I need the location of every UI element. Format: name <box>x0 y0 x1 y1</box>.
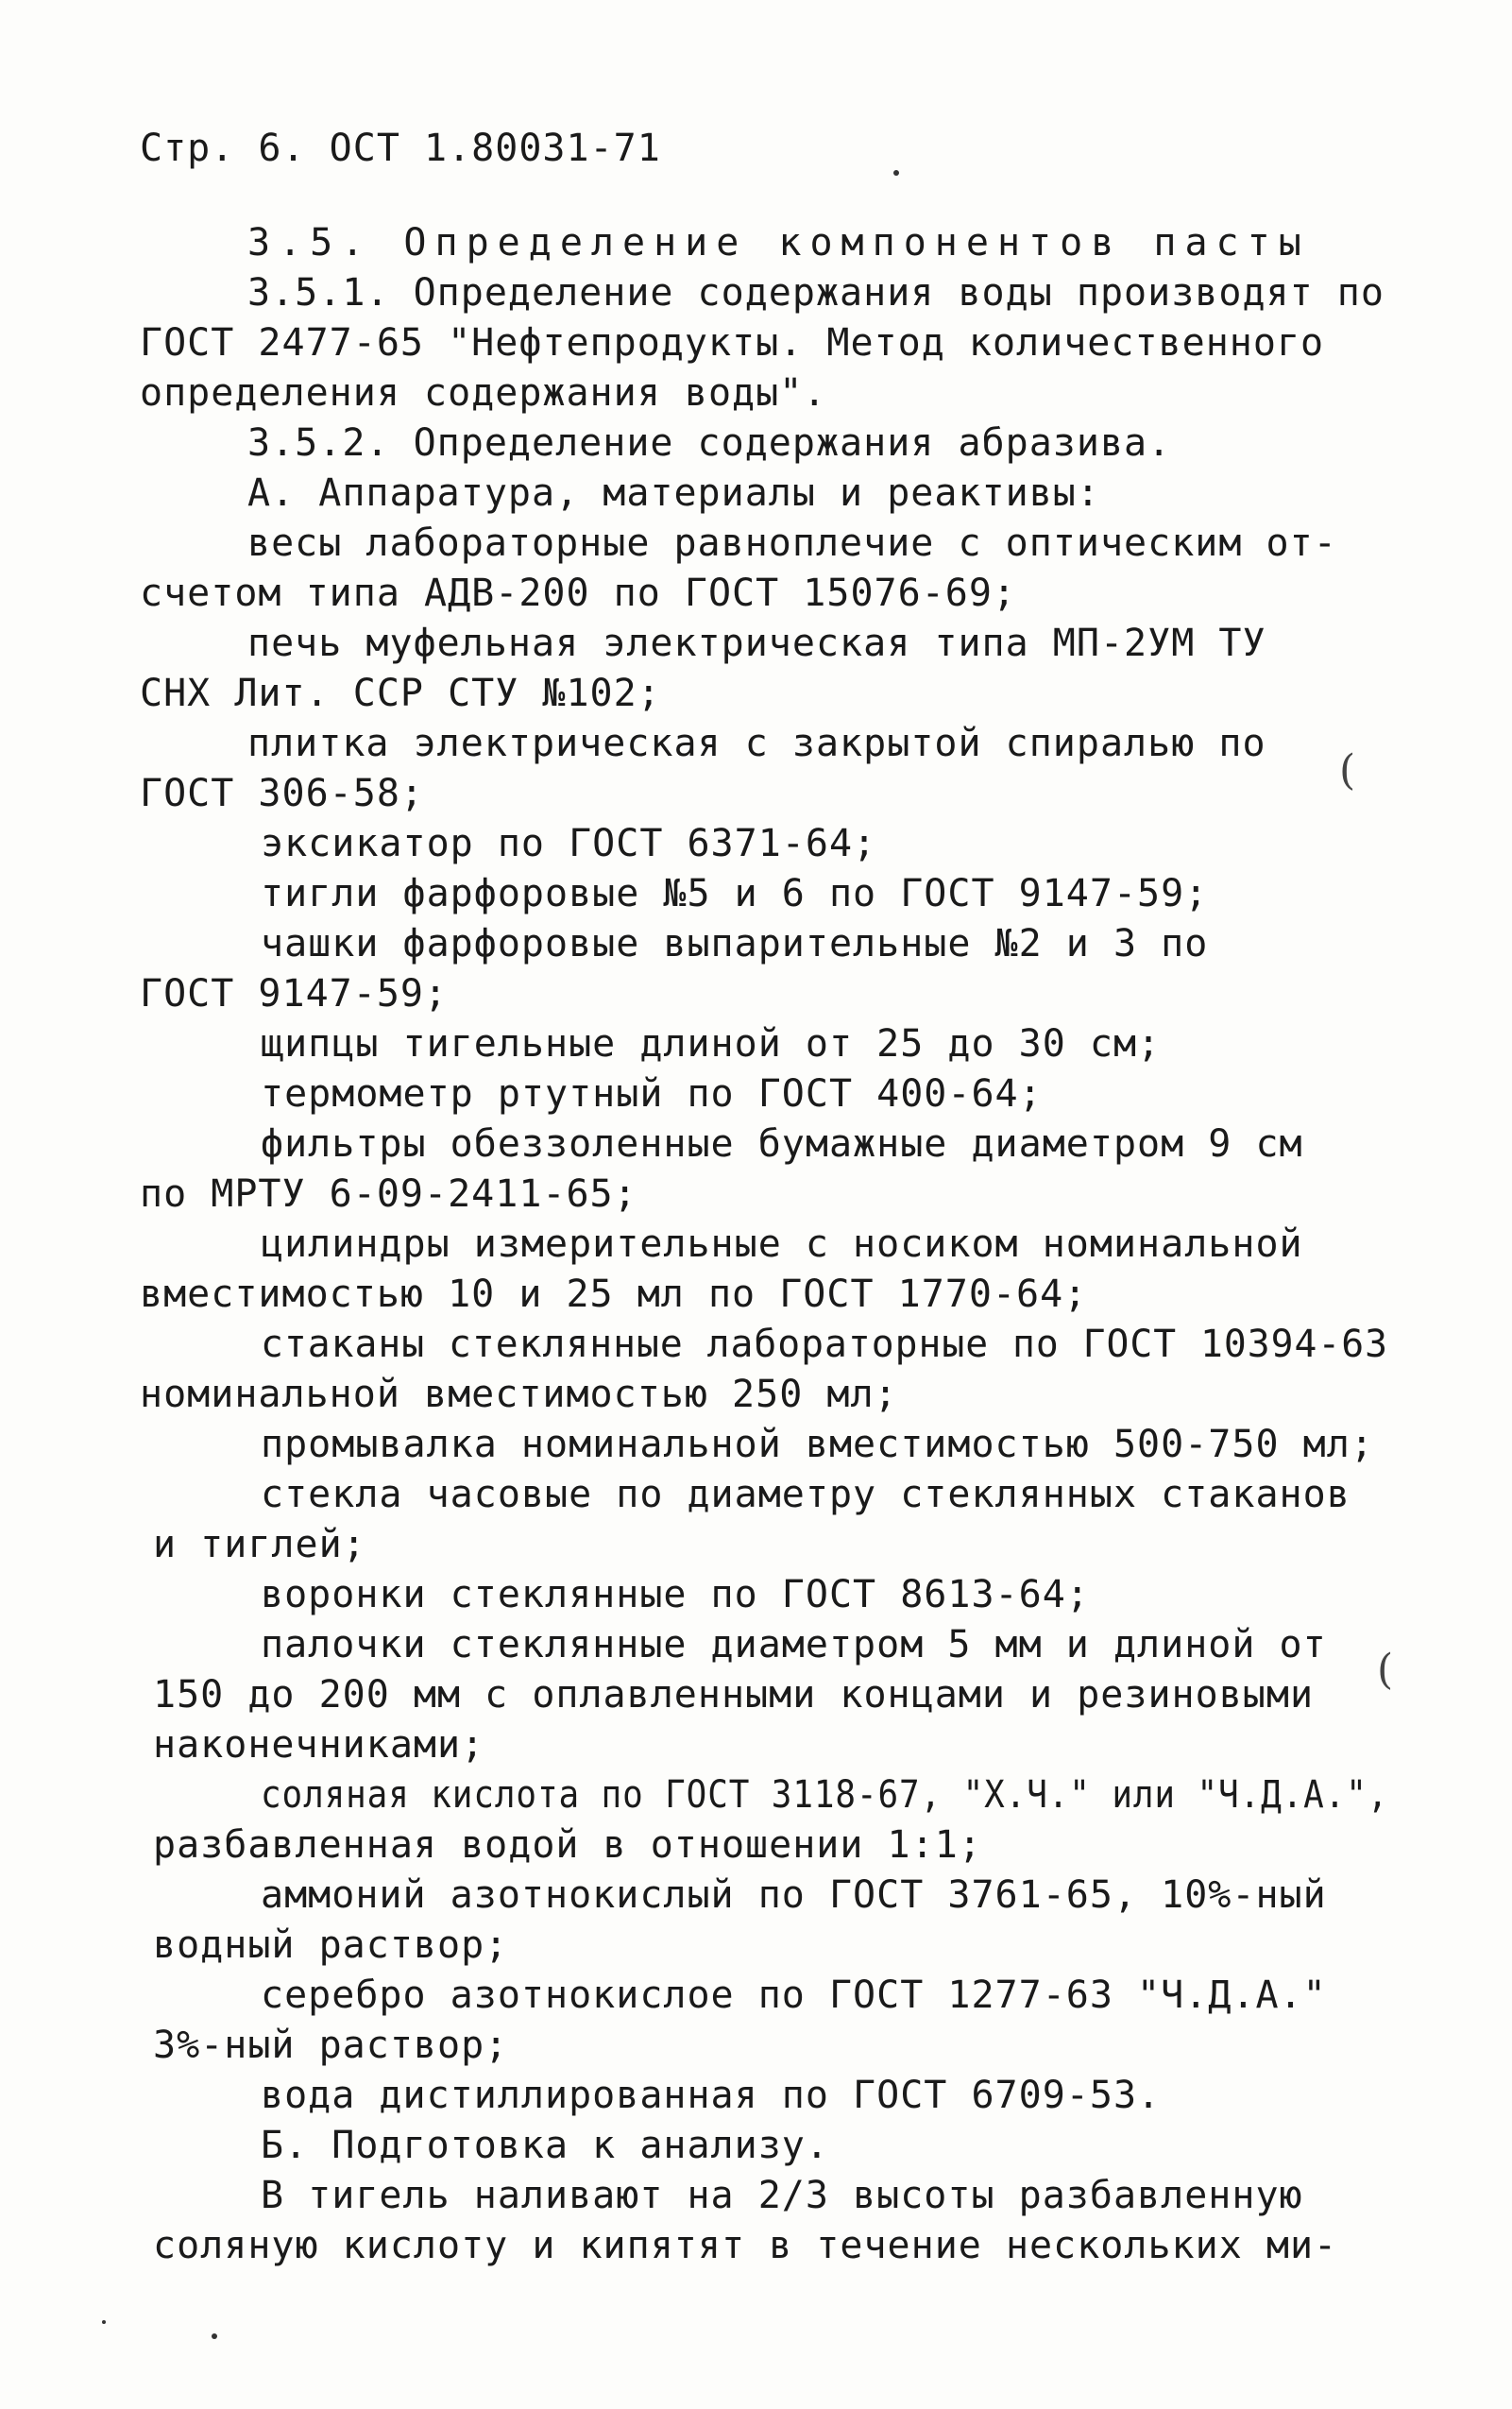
text-line: соляная кислота по ГОСТ 3118-67, "Х.Ч." или "Ч.Д.А.", <box>261 1773 1389 1817</box>
text-line: тигли фарфоровые №5 и 6 по ГОСТ 9147-59; <box>261 872 1209 915</box>
text-line: чашки фарфоровые выпарительные №2 и 3 по <box>261 922 1209 965</box>
text-line: воронки стеклянные по ГОСТ 8613-64; <box>261 1573 1090 1616</box>
text-line: весы лабораторные равноплечие с оптическим от- <box>247 521 1337 565</box>
text-line: термометр ртутный по ГОСТ 400-64; <box>261 1072 1043 1116</box>
text-line: водный раствор; <box>153 1923 509 1967</box>
text-line: наконечниками; <box>153 1723 485 1767</box>
text-line: соляную кислоту и кипятят в течение нескольких ми- <box>153 2224 1338 2267</box>
text-line: палочки стеклянные диаметром 5 мм и длиной от <box>261 1623 1327 1666</box>
text-line: разбавленная водой в отношении 1:1; <box>153 1823 982 1867</box>
text-line: печь муфельная электрическая типа МП-2УМ ТУ <box>247 622 1266 665</box>
text-line: 3.5.1. Определение содержания воды производят по <box>247 271 1385 315</box>
margin-mark: ( <box>1377 1646 1394 1694</box>
text-line: определения содержания воды". <box>140 371 827 415</box>
text-line: серебро азотнокислое по ГОСТ 1277-63 "Ч.Д.А." <box>261 1973 1327 2017</box>
text-line: номинальной вместимостью 250 мл; <box>140 1373 898 1416</box>
scan-speck <box>212 2333 217 2339</box>
text-line: ГОСТ 2477-65 "Нефтепродукты. Метод количественного <box>140 321 1325 365</box>
text-line: 3.5.2. Определение содержания абразива. <box>247 421 1172 465</box>
text-line: В тигель наливают на 2/3 высоты разбавленную <box>261 2174 1303 2217</box>
text-line: плитка электрическая с закрытой спиралью по <box>247 722 1266 765</box>
text-line: и тиглей; <box>153 1523 366 1566</box>
text-line: счетом типа АДВ-200 по ГОСТ 15076-69; <box>140 572 1017 615</box>
text-line: эксикатор по ГОСТ 6371-64; <box>261 822 877 865</box>
text-line: вместимостью 10 и 25 мл по ГОСТ 1770-64; <box>140 1273 1088 1316</box>
text-line: А. Аппаратура, материалы и реактивы: <box>247 471 1100 515</box>
text-line: вода дистиллированная по ГОСТ 6709-53. <box>261 2074 1162 2117</box>
text-line: СНХ Лит. ССР СТУ №102; <box>140 672 661 715</box>
text-line: 150 до 200 мм с оплавленными концами и резиновыми <box>153 1673 1315 1717</box>
scan-speck <box>893 170 899 176</box>
text-line: по МРТУ 6-09-2411-65; <box>140 1172 637 1216</box>
text-line: цилиндры измерительные с носиком номинальной <box>261 1222 1303 1266</box>
section-title: 3.5. Определение компонентов пасты <box>247 221 1310 265</box>
text-line: ГОСТ 306-58; <box>140 772 424 815</box>
scan-speck <box>102 2320 106 2324</box>
text-line: стекла часовые по диаметру стеклянных стаканов <box>261 1473 1351 1516</box>
text-line: промывалка номинальной вместимостью 500-750 мл; <box>261 1423 1374 1466</box>
text-line: Б. Подготовка к анализу. <box>261 2124 829 2167</box>
text-line: стаканы стеклянные лабораторные по ГОСТ 10394-63 <box>261 1323 1388 1366</box>
text-line: ГОСТ 9147-59; <box>140 972 449 1016</box>
text-line: щипцы тигельные длиной от 25 до 30 см; <box>261 1022 1162 1066</box>
page-header: Стр. 6. ОСТ 1.80031-71 <box>140 127 661 170</box>
text-line: аммоний азотнокислый по ГОСТ 3761-65, 10%-ный <box>261 1873 1327 1917</box>
text-line: 3%-ный раствор; <box>153 2024 509 2067</box>
margin-mark: ( <box>1339 746 1356 794</box>
text-line: фильтры обеззоленные бумажные диаметром 9 см <box>261 1122 1303 1166</box>
